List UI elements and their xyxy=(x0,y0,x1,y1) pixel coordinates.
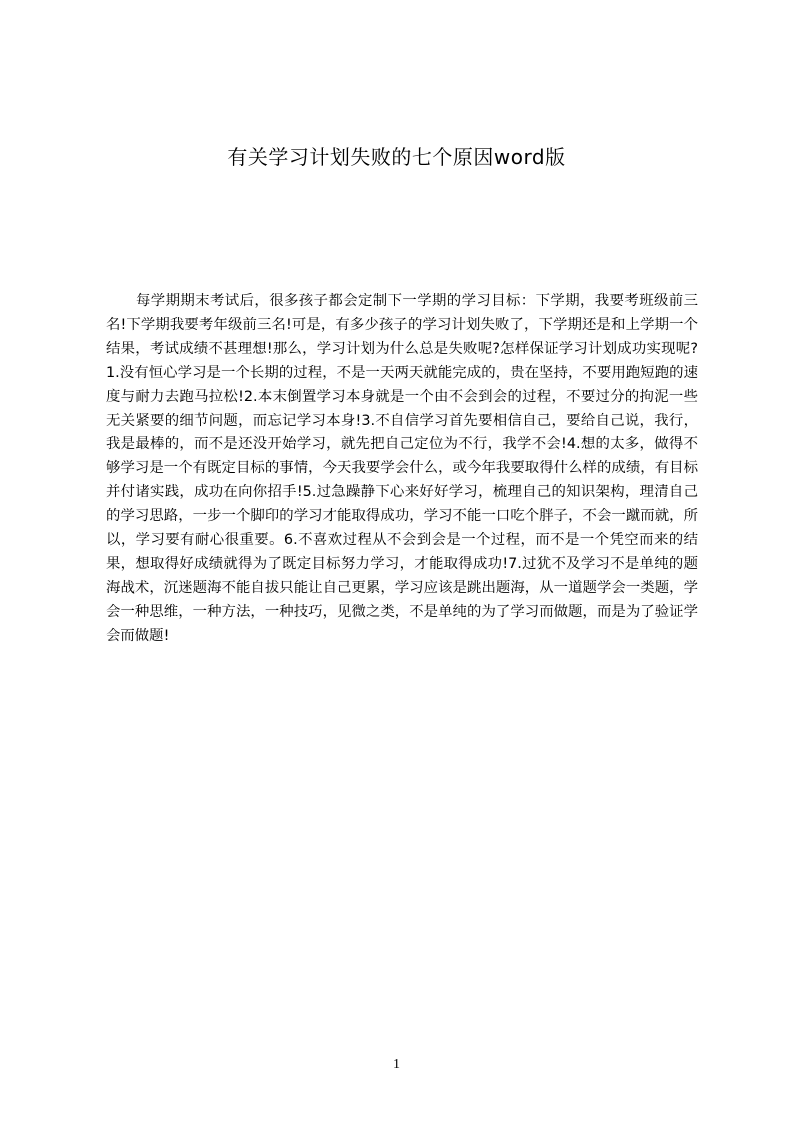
document-body-paragraph: 每学期期末考试后，很多孩子都会定制下一学期的学习目标：下学期，我要考班级前三名!下学期我要考年级前三名!可是，有多少孩子的学习计划失败了，下学期还是和上学期一个结果，考试成绩不甚理想!那么，学习计划为什么总是失败呢?怎样保证学习计划成功实现呢?1.没有恒心学习是一个长期的过程，不是一天两天就能完成的，贵在坚持，不要用跑短跑的速度与耐力去跑马拉松!2.本末倒置学习本身就是一个由不会到会的过程，不要过分的拘泥一些无关紧要的细节问题，而忘记学习本身!3.不自信学习首先要相信自己，要给自己说，我行，我是最棒的，而不是还没开始学习，就先把自己定位为不行，我学不会!4.想的太多，做得不够学习是一个有既定目标的事情，今天我要学会什么，或今年我要取得什么样的成绩，有目标并付诸实践，成功在向你招手!5.过急躁静下心来好好学习，梳理自己的知识架构，理清自己的学习思路，一步一个脚印的学习才能取得成功，学习不能一口吃个胖子，不会一蹴而就，所以，学习要有耐心很重要。6.不喜欢过程从不会到会是一个过程，而不是一个凭空而来的结果，想取得好成绩就得为了既定目标努力学习，才能取得成功!7.过犹不及学习不是单纯的题海战术，沉迷题海不能自拔只能让自己更累，学习应该是跳出题海，从一道题学会一类题，学会一种思维，一种方法，一种技巧，见微之类，不是单纯的为了学习而做题，而是为了验证学会而做题! xyxy=(106,293,698,644)
document-title: 有关学习计划失败的七个原因word版 xyxy=(227,145,566,169)
page-number: 1 xyxy=(393,1057,400,1072)
